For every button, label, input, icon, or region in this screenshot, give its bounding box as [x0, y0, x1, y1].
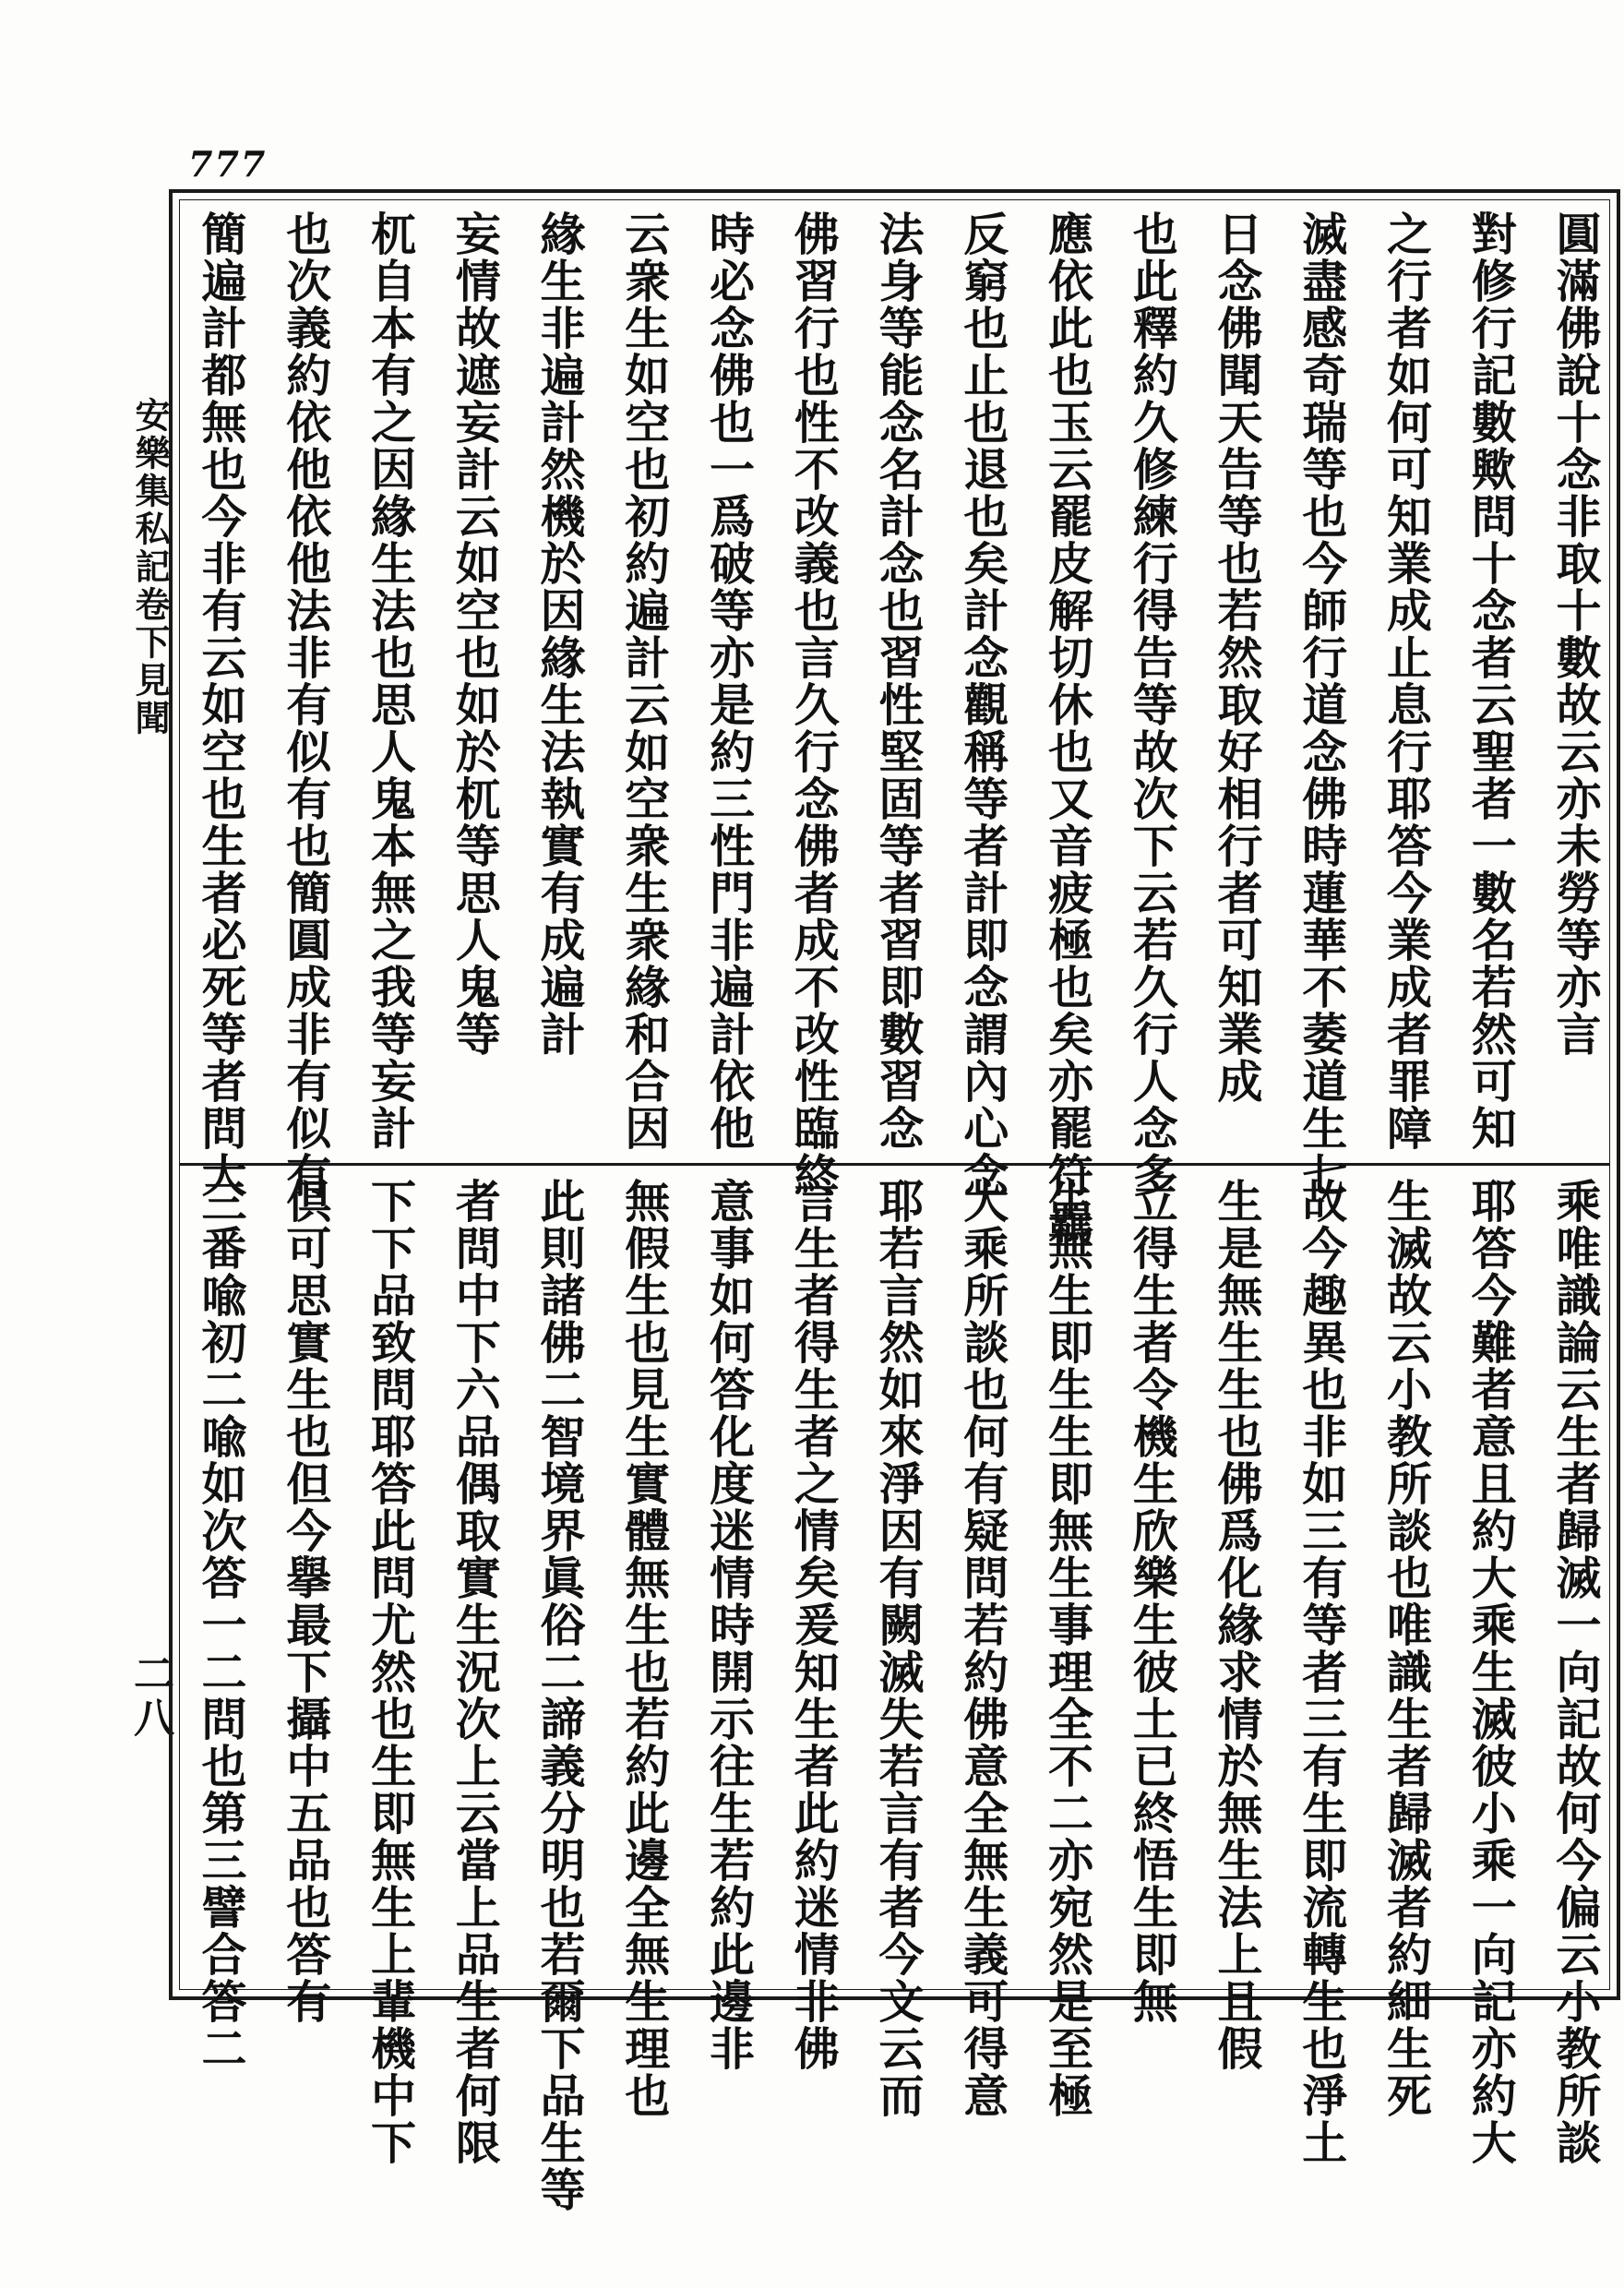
side-title: 安樂集私記卷下見聞 [129, 397, 171, 737]
text-column: 簡遍計都無也今非有云如空也生者必死等者問大 [195, 210, 248, 1199]
page-number: 777 [188, 143, 268, 185]
text-column: 也次義約依他依他法非有似有也簡圓成非有似有 [279, 210, 333, 1199]
text-column: 立得生者令機生欣樂生彼土已終悟生即無 [1126, 1178, 1180, 2025]
section-divider [179, 1163, 1610, 1166]
text-column: 滅盡感奇瑞等也今師行道念佛時蓮華不萎道生七 [1295, 210, 1349, 1199]
text-column: 者問中下六品偶取實生況次上云當上品生者何限 [448, 1178, 503, 2166]
text-column: 應依此也玉云罷皮解切休也又音疲極也矣亦罷符羈 [1041, 210, 1095, 1246]
text-column: 杌自本有之因緣生法也思人鬼本無之我等妄計 [364, 210, 418, 1152]
text-column: 生無生即生生即無生事理全不二亦宛然是至極 [1041, 1178, 1095, 2119]
text-column: 反窮也止也退也矣計念觀稱等者計即念謂內心念 [956, 210, 1010, 1199]
text-column: 佛習行也性不改義也言久行念佛者成不改性臨終 [787, 210, 842, 1199]
text-column: 之行者如何可知業成止息行耶答今業成者罪障 [1379, 210, 1434, 1152]
text-column: 云衆生如空也初約遍計云如空衆生衆緣和合因 [617, 210, 672, 1152]
text-column: 無假生也見生實體無生也若約此邊全無生理也 [617, 1178, 672, 2119]
text-column: 法身等能念名計念也習性堅固等者習即數習念 [872, 210, 925, 1152]
text-column: 圓滿佛說十念非取十數故云亦未勞等亦言 [1549, 210, 1603, 1058]
text-column: 耶若言然如來淨因有闕滅失若言有者今文云而 [872, 1178, 925, 2119]
text-column: 生滅故云小教所談也唯識生者歸滅者約細生死 [1379, 1178, 1434, 2119]
text-column: 緣生非遍計然機於因緣生法執實有成遍計 [533, 210, 587, 1058]
text-column: 生是無生生也佛爲化緣求情於無生法上且假 [1211, 1178, 1264, 2072]
text-column: 故今趣異也非如三有等者三有生即流轉生也淨土 [1295, 1178, 1349, 2166]
text-column: 也此釋約久修練行得告等故次下云若久行人念多 [1126, 210, 1180, 1199]
text-column: 下下品致問耶答此問尤然也生即無生上輩機中下 [364, 1178, 418, 2166]
text-column: 日念佛聞天告等也若然取好相行者可知業成 [1211, 210, 1264, 1105]
text-column: 倶可思實生也但今擧最下攝中五品也答有 [279, 1178, 333, 2025]
text-column: 言生者得生者之情矣爰知生者此約迷情非佛 [787, 1178, 842, 2072]
text-column: 耶答今難者意且約大乘生滅彼小乘一向記亦約大 [1464, 1178, 1519, 2166]
top-text-panel [195, 210, 1603, 1246]
text-column: 意事如何答化度迷情時開示往生若約此邊非 [702, 1178, 757, 2072]
text-column: 大乘所談也何有疑問若約佛意全無生義可得意 [956, 1178, 1010, 2119]
text-column: 時必念佛也一爲破等亦是約三性門非遍計依他 [702, 210, 757, 1152]
side-page-number: 二八 [126, 1652, 173, 1741]
text-column: 對修行記數歟問十念者云聖者一數名若然可知 [1464, 210, 1519, 1152]
text-column: 妄情故遮妄計云如空也如於杌等思人鬼等 [448, 210, 503, 1058]
text-column: 此則諸佛二智境界眞俗二諦義分明也若爾下品生等 [533, 1178, 587, 2213]
text-column: 三番喩初二喩如次答一二問也第三譬合答二 [195, 1178, 248, 2072]
text-column: 乘唯識論云生者歸滅一向記故何今偏云小教所談 [1549, 1178, 1603, 2166]
bottom-text-panel [195, 1178, 1603, 2213]
